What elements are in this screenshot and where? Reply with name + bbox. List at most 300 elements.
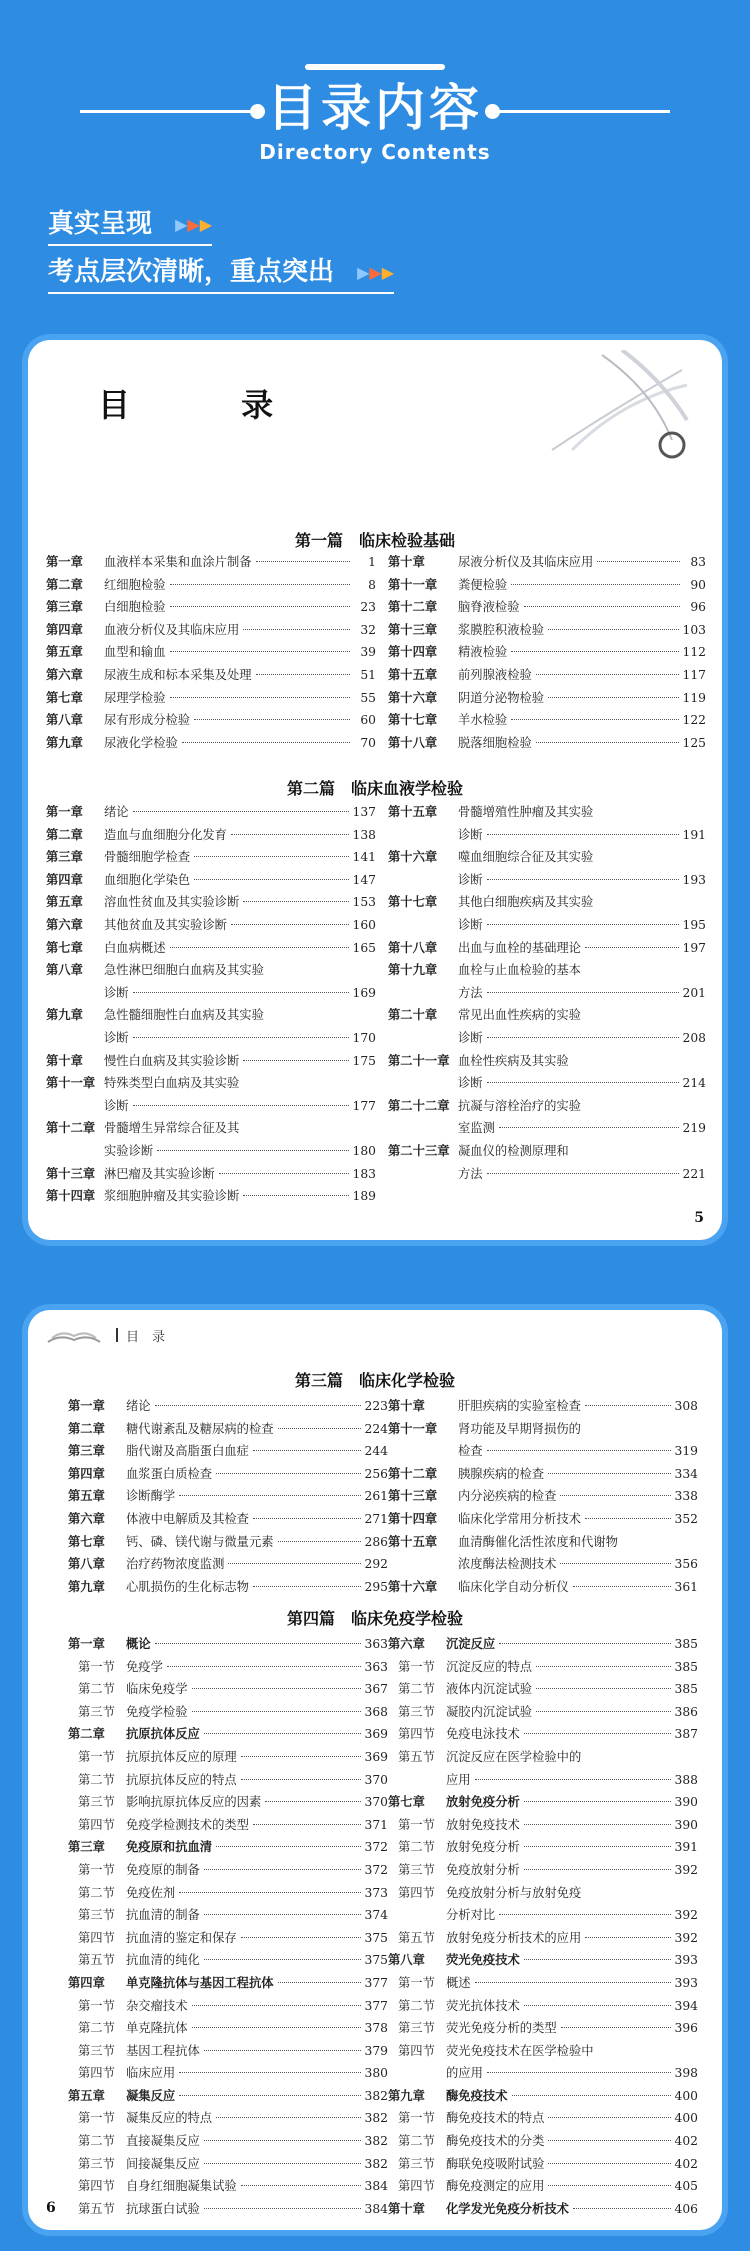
section-number: 第三节 <box>398 2021 435 2036</box>
section-number: 第四节 <box>78 1930 115 1945</box>
entry-title: 尿液化学检验 <box>104 735 178 750</box>
leader-dots <box>243 901 348 902</box>
page-ref: 308 <box>674 1399 698 1413</box>
page-ref: 180 <box>352 1143 376 1158</box>
entry-title: 血浆蛋白质检查 <box>126 1466 213 1481</box>
toc-entry <box>388 825 706 848</box>
entry-title: 酶免疫技术的特点 <box>446 2111 545 2126</box>
toc-entry <box>46 1118 376 1141</box>
entry-title-cont: 方法 <box>458 1166 483 1181</box>
page-ref: 388 <box>674 1772 698 1787</box>
leader-dots <box>524 606 681 607</box>
leader-dots <box>536 1688 670 1689</box>
toc-entry <box>46 892 376 915</box>
leader-dots <box>157 1150 348 1151</box>
section-number: 第三节 <box>78 2156 115 2171</box>
page-ref: 244 <box>364 1444 388 1459</box>
entry-title: 淋巴瘤及其实验诊断 <box>104 1166 215 1181</box>
chapter-number: 第二章 <box>68 1726 105 1742</box>
page-ref: 373 <box>364 1885 388 1900</box>
leader-dots <box>585 1518 671 1519</box>
toc-entry <box>388 1532 698 1555</box>
chapter-number: 第十三章 <box>388 1488 438 1504</box>
page-ref: 384 <box>364 2179 388 2194</box>
page-ref: 338 <box>674 1489 698 1504</box>
entry-title: 心肌损伤的生化标志物 <box>126 1579 249 1594</box>
page-ref: 392 <box>674 1862 698 1877</box>
leader-dots <box>241 1937 361 1938</box>
toc-entry <box>46 847 376 870</box>
chapter-number: 第五章 <box>68 2087 105 2103</box>
entry-title: 临床免疫学 <box>126 1682 188 1697</box>
leader-dots <box>194 856 348 857</box>
entry-title: 凝集反应的特点 <box>126 2111 213 2126</box>
toc-entry <box>388 1950 698 1973</box>
toc-entry <box>388 2154 698 2177</box>
entry-title: 血细胞化学染色 <box>104 872 191 887</box>
chapter-number: 第十一章 <box>388 576 438 592</box>
toc-entry <box>388 1577 698 1600</box>
section-number: 第一节 <box>78 2111 115 2126</box>
toc-entry <box>388 1634 698 1657</box>
chapter-number: 第九章 <box>68 1578 105 1594</box>
page-ref: 1 <box>368 555 376 569</box>
entry-title-cont: 诊断 <box>104 1098 129 1113</box>
leader-dots <box>243 1195 348 1196</box>
chapter-number: 第三章 <box>68 1839 105 1855</box>
chapter-number: 第十章 <box>388 2200 425 2216</box>
chapter-number: 第十一章 <box>46 1075 96 1091</box>
entry-title: 噬血细胞综合征及其实验 <box>458 850 594 865</box>
leader-dots <box>167 1666 361 1667</box>
entry-title: 特殊类型白血病及其实验 <box>104 1076 240 1091</box>
entry-title: 概论 <box>126 1636 151 1651</box>
leader-dots <box>560 1563 670 1564</box>
entry-title: 免疫学检验 <box>126 1704 188 1719</box>
page-ref: 223 <box>364 1399 388 1413</box>
section-number: 第二节 <box>398 1840 435 1855</box>
entry-title: 免疫佐剂 <box>126 1885 176 1900</box>
page-ref: 406 <box>674 2201 698 2216</box>
entry-title: 肝胆疾病的实验室检查 <box>458 1399 581 1413</box>
entry-title: 抗血清的制备 <box>126 1908 200 1923</box>
section-number: 第四节 <box>398 1885 435 1900</box>
leader-dots <box>278 1428 361 1429</box>
entry-title: 单克隆抗体 <box>126 2021 188 2036</box>
toc-entry <box>46 1028 376 1051</box>
leader-dots <box>487 924 679 925</box>
entry-title: 尿理学检验 <box>104 690 166 705</box>
entry-title: 内分泌疾病的检查 <box>458 1489 557 1504</box>
page-ref: 405 <box>674 2179 698 2194</box>
toc-entry <box>46 642 376 665</box>
chapter-number: 第九章 <box>46 734 83 750</box>
toc-entry <box>46 1073 376 1096</box>
page-ref: 103 <box>682 622 706 637</box>
entry-title: 临床应用 <box>126 2066 176 2081</box>
leader-dots <box>179 2095 360 2096</box>
toc-entry <box>68 1679 388 1702</box>
leader-dots <box>170 606 351 607</box>
leader-dots <box>524 2005 671 2006</box>
entry-title: 临床化学自动分析仪 <box>458 1579 569 1594</box>
entry-title: 脱落细胞检验 <box>458 735 532 750</box>
entry-title-cont: 的应用 <box>446 2066 483 2081</box>
page-ref: 398 <box>674 2066 698 2081</box>
entry-title: 免疫放射分析与放射免疫 <box>446 1885 582 1900</box>
toc-entry <box>68 2154 388 2177</box>
chapter-number: 第九章 <box>46 1007 83 1023</box>
entry-title: 沉淀反应 <box>446 1636 496 1651</box>
toc-entry <box>68 1905 388 1928</box>
leader-dots <box>524 1959 671 1960</box>
leader-dots <box>487 1037 679 1038</box>
chapter-number: 第十三章 <box>46 1165 96 1181</box>
toc-entry <box>68 2176 388 2199</box>
leader-dots <box>548 629 678 630</box>
page-ref: 371 <box>364 1817 388 1832</box>
toc-entry <box>68 1702 388 1725</box>
toc-entry <box>388 2018 698 2041</box>
toc-entry <box>68 1815 388 1838</box>
leader-dots <box>548 2117 670 2118</box>
section-number: 第一节 <box>78 1659 115 1674</box>
page-ref: 374 <box>364 1908 388 1923</box>
toc-entry <box>388 1702 698 1725</box>
chapter-number: 第二十一章 <box>388 1052 450 1068</box>
toc-entry <box>68 1724 388 1747</box>
entry-title: 肾功能及早期肾损伤的 <box>458 1421 581 1436</box>
page-ref: 396 <box>674 2021 698 2036</box>
chapter-number: 第七章 <box>68 1533 105 1549</box>
entry-title-cont: 方法 <box>458 985 483 1000</box>
page-ref: 382 <box>364 2111 388 2126</box>
leader-dots <box>228 1563 360 1564</box>
toc-entry <box>388 1815 698 1838</box>
toc-entry <box>68 2086 388 2109</box>
leader-dots <box>548 697 678 698</box>
entry-title: 绪论 <box>126 1399 151 1413</box>
entry-title: 糖代谢紊乱及糖尿病的检查 <box>126 1421 274 1436</box>
chapter-number: 第十五章 <box>388 666 438 682</box>
chapter-number: 第二十三章 <box>388 1142 450 1158</box>
leader-dots <box>253 1824 361 1825</box>
open-book-icon <box>46 1324 102 1346</box>
leader-dots <box>573 1586 671 1587</box>
toc-entry <box>68 1950 388 1973</box>
page-ref: 208 <box>682 1030 706 1045</box>
toc-entry <box>68 1396 388 1419</box>
entry-title: 粪便检验 <box>458 577 508 592</box>
leader-dots <box>170 584 351 585</box>
chapter-number: 第十四章 <box>388 1510 438 1526</box>
page-ref: 122 <box>682 713 706 728</box>
section-number: 第二节 <box>78 1885 115 1900</box>
page-ref: 392 <box>674 1908 698 1923</box>
entry-title-cont: 实验诊断 <box>104 1143 154 1158</box>
toc-entry <box>68 1770 388 1793</box>
chapter-number: 第十二章 <box>46 1120 96 1136</box>
page-ref: 112 <box>682 645 706 660</box>
entry-title: 概述 <box>446 1975 471 1990</box>
entry-title: 白细胞检验 <box>104 600 166 615</box>
section-number: 第三节 <box>78 1908 115 1923</box>
part2-left-column <box>46 802 376 1209</box>
toc-entry <box>388 1928 698 1951</box>
leader-dots <box>524 1846 671 1847</box>
entry-title: 阴道分泌物检验 <box>458 690 545 705</box>
section-number: 第三节 <box>78 2043 115 2058</box>
entry-title: 前列腺液检验 <box>458 667 532 682</box>
leader-dots <box>499 1127 679 1128</box>
chapter-number: 第八章 <box>46 962 83 978</box>
chapter-number: 第三章 <box>46 599 83 615</box>
toc-entry <box>68 1792 388 1815</box>
chapter-number: 第一章 <box>68 1636 105 1651</box>
leader-dots <box>487 992 679 993</box>
leader-dots <box>585 1937 670 1938</box>
page-ref: 295 <box>364 1579 388 1594</box>
toc-entry <box>46 983 376 1006</box>
toc-entry <box>46 938 376 961</box>
page-ref: 201 <box>682 985 706 1000</box>
leader-dots <box>243 629 350 630</box>
leader-dots <box>278 1541 361 1542</box>
leader-dots <box>278 1982 361 1983</box>
chapter-number: 第一章 <box>46 554 83 569</box>
toc-entry <box>388 1464 698 1487</box>
chapter-number: 第十章 <box>46 1052 83 1068</box>
leader-dots <box>194 879 348 880</box>
toc-entry <box>46 597 376 620</box>
toc-entry <box>388 2041 698 2064</box>
page-ref: 160 <box>352 917 376 932</box>
page-ref: 372 <box>364 1862 388 1877</box>
leader-dots <box>548 2163 670 2164</box>
entry-title: 杂交瘤技术 <box>126 1998 188 2013</box>
page-ref: 378 <box>364 2021 388 2036</box>
toc-entry <box>68 2108 388 2131</box>
entry-title: 沉淀反应的特点 <box>446 1659 533 1674</box>
page-ref: 387 <box>674 1727 698 1742</box>
leader-dots <box>192 1688 361 1689</box>
leader-dots <box>511 584 680 585</box>
toc-entry <box>388 1770 698 1793</box>
entry-title: 免疫原和抗血清 <box>126 1839 213 1855</box>
leader-dots <box>133 811 349 812</box>
page-ref: 271 <box>364 1511 388 1526</box>
page-ref: 393 <box>674 1953 698 1968</box>
page-ref: 400 <box>674 2111 698 2126</box>
page-ref: 385 <box>674 1682 698 1697</box>
page-ref: 175 <box>352 1053 376 1068</box>
entry-title-cont: 分析对比 <box>446 1908 496 1923</box>
chapter-number: 第十七章 <box>388 712 438 728</box>
section-number: 第三节 <box>78 1795 115 1810</box>
chapter-number: 第二章 <box>46 826 83 842</box>
entry-title: 液体内沉淀试验 <box>446 1682 533 1697</box>
toc-entry <box>46 665 376 688</box>
toc-page-1 <box>28 340 722 1240</box>
entry-title: 常见出血性疾病的实验 <box>458 1008 581 1023</box>
triangle-arrows-icon: ▶▶▶ <box>175 215 213 234</box>
leader-dots <box>536 1666 670 1667</box>
page-ref: 370 <box>364 1772 388 1787</box>
toc-entry <box>388 1724 698 1747</box>
toc-entry <box>388 575 706 598</box>
hero-title-block <box>0 78 750 164</box>
page-ref: 224 <box>364 1421 388 1436</box>
leader-dots <box>253 1450 361 1451</box>
page-ref: 219 <box>682 1121 706 1136</box>
entry-title: 胰腺疾病的检查 <box>458 1466 545 1481</box>
page-ref: 189 <box>352 1189 376 1204</box>
entry-title: 荧光抗体技术 <box>446 1998 520 2013</box>
leader-dots <box>243 1060 348 1061</box>
toc-entry <box>46 1164 376 1187</box>
leader-dots <box>204 2050 361 2051</box>
toc-entry <box>68 1860 388 1883</box>
toc-entry <box>68 1419 388 1442</box>
entry-title: 血液样本采集和血涂片制备 <box>104 555 252 569</box>
feature-tag-2-text: 考点层次清晰，重点突出 <box>48 257 335 287</box>
entry-title: 基因工程抗体 <box>126 2043 200 2058</box>
chapter-number: 第三章 <box>46 849 83 865</box>
chapter-number: 第七章 <box>46 689 83 705</box>
toc-entry <box>68 2131 388 2154</box>
section-number: 第二节 <box>78 2134 115 2149</box>
page-ref: 256 <box>364 1466 388 1481</box>
page-ref: 195 <box>682 917 706 932</box>
page-ref: 393 <box>674 1975 698 1990</box>
leader-dots <box>499 1643 670 1644</box>
page-ref: 392 <box>674 1930 698 1945</box>
part2-title: 第二篇 临床血液学检验 <box>286 779 463 798</box>
entry-title: 骨髓增殖性肿瘤及其实验 <box>458 805 594 819</box>
leader-dots <box>561 2027 671 2028</box>
toc-entry <box>388 2086 698 2109</box>
entry-title: 其他贫血及其实验诊断 <box>104 917 227 932</box>
leader-dots <box>155 1643 361 1644</box>
toc-entry <box>388 665 706 688</box>
leader-dots <box>573 2208 671 2209</box>
page-ref: 8 <box>368 577 376 592</box>
chapter-number: 第六章 <box>68 1510 105 1526</box>
toc-entry <box>388 1883 698 1906</box>
toc-entry <box>388 1051 706 1074</box>
entry-title: 羊水检验 <box>458 713 508 728</box>
leader-dots <box>241 1779 361 1780</box>
entry-title-cont: 检查 <box>458 1444 483 1459</box>
page-ref: 379 <box>364 2043 388 2058</box>
part4-right-column <box>388 1634 698 2221</box>
page-ref: 352 <box>674 1511 698 1526</box>
chapter-number: 第十五章 <box>388 1533 438 1549</box>
part2-right-column <box>388 802 706 1186</box>
chapter-number: 第六章 <box>46 666 83 682</box>
toc-entry <box>388 960 706 983</box>
chapter-number: 第七章 <box>388 1794 425 1810</box>
leader-dots <box>597 561 680 562</box>
entry-title: 沉淀反应在医学检验中的 <box>446 1749 582 1764</box>
leader-dots <box>241 1756 361 1757</box>
leader-dots <box>204 2140 361 2141</box>
toc-entry <box>388 1996 698 2019</box>
entry-title: 红细胞检验 <box>104 577 166 592</box>
page-ref: 60 <box>360 713 376 728</box>
chapter-number: 第十八章 <box>388 734 438 750</box>
section-number: 第二节 <box>398 1682 435 1697</box>
entry-title: 骨髓细胞学检查 <box>104 850 191 865</box>
page-ref: 32 <box>360 622 376 637</box>
toc-entry <box>68 2063 388 2086</box>
section-number: 第四节 <box>78 1817 115 1832</box>
toc-entry <box>68 2018 388 2041</box>
chapter-number: 第五章 <box>46 894 83 910</box>
entry-title: 凝血仪的检测原理和 <box>458 1143 569 1158</box>
chapter-number: 第十九章 <box>388 962 438 978</box>
leader-dots <box>216 2117 360 2118</box>
entry-title: 慢性白血病及其实验诊断 <box>104 1053 240 1068</box>
toc-entry <box>388 552 706 575</box>
page-ref: 391 <box>674 1840 698 1855</box>
page-ref: 361 <box>674 1579 698 1594</box>
toc-entry <box>68 1554 388 1577</box>
entry-title: 治疗药物浓度监测 <box>126 1557 225 1572</box>
triangle-arrows-icon: ▶▶▶ <box>357 263 395 282</box>
toc-entry <box>388 1441 698 1464</box>
toc-entry <box>46 710 376 733</box>
section-number: 第五节 <box>78 1953 115 1968</box>
page-ref: 319 <box>674 1444 698 1459</box>
leader-dots <box>133 1105 349 1106</box>
leader-dots <box>487 879 679 880</box>
page-ref: 402 <box>674 2156 698 2171</box>
entry-title: 血清酶催化活性浓度和代谢物 <box>458 1534 618 1549</box>
leader-dots <box>548 1473 670 1474</box>
leader-dots <box>524 1801 671 1802</box>
leader-dots <box>524 1869 671 1870</box>
part1-right-column <box>388 552 706 755</box>
section-number: 第一节 <box>398 1659 435 1674</box>
chapter-number: 第十六章 <box>388 849 438 865</box>
part3-left-column <box>68 1396 388 1599</box>
page-ref: 390 <box>674 1817 698 1832</box>
section-number: 第一节 <box>398 1975 435 1990</box>
toc-entry <box>46 870 376 893</box>
toc-entry <box>68 2041 388 2064</box>
toc-entry <box>388 1747 698 1770</box>
toc-entry <box>388 915 706 938</box>
entry-title: 单克隆抗体与基因工程抗体 <box>126 1974 274 1990</box>
chapter-number: 第十六章 <box>388 1578 438 1594</box>
page-ref: 286 <box>364 1534 388 1549</box>
toc-entry <box>388 1679 698 1702</box>
section-number: 第五节 <box>398 1749 435 1764</box>
toc-entry <box>68 1486 388 1509</box>
chapter-number: 第十六章 <box>388 689 438 705</box>
page-ref: 334 <box>674 1466 698 1481</box>
toc-entry <box>46 825 376 848</box>
page-ref: 385 <box>674 1659 698 1674</box>
toc-entry <box>68 1634 388 1657</box>
page-ref: 55 <box>360 690 376 705</box>
entry-title: 免疫放射分析 <box>446 1862 520 1877</box>
chapter-number: 第七章 <box>46 939 83 955</box>
toc-entry <box>46 733 376 756</box>
section-number: 第五节 <box>78 2201 115 2216</box>
leader-dots <box>548 2185 670 2186</box>
